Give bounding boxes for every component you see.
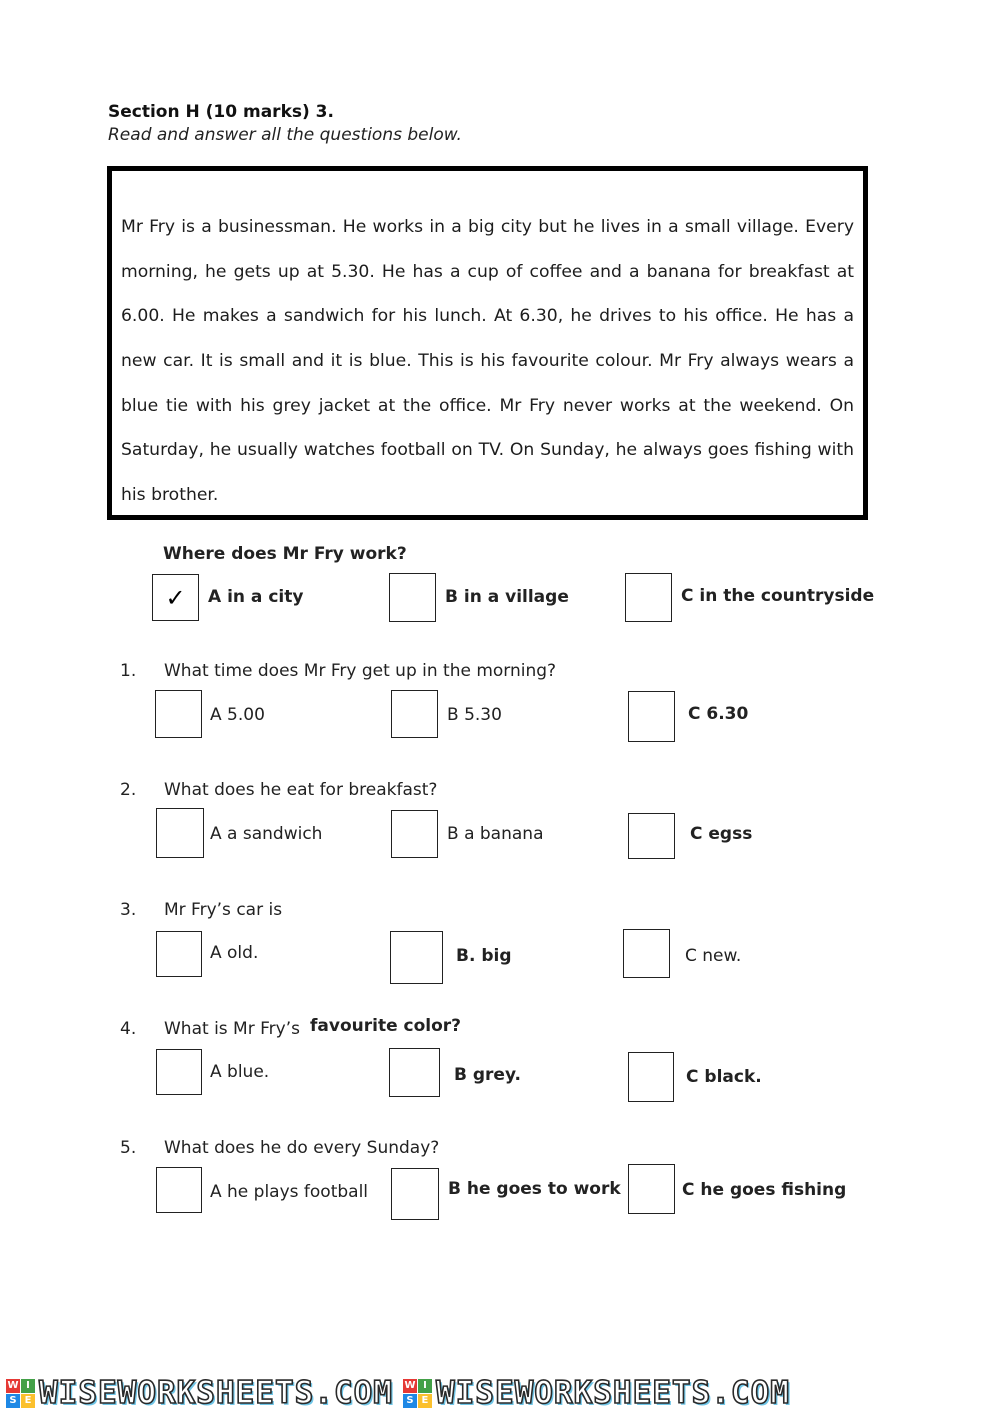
- logo-letter: E: [21, 1394, 35, 1408]
- question-number: 2.: [120, 780, 137, 800]
- q2-option-a: A a sandwich: [210, 824, 323, 844]
- example-question: Where does Mr Fry work?: [163, 544, 407, 564]
- q4-answer-a-checkbox[interactable]: [156, 1049, 202, 1095]
- logo-letter: W: [404, 1380, 416, 1391]
- question-text: What is Mr Fry’s: [164, 1019, 300, 1039]
- passage-line: 6.00. He makes a sandwich for his lunch. At 6.30, he drives to his office. He has a: [121, 306, 854, 326]
- passage-line: his brother.: [121, 485, 219, 505]
- logo-letter: E: [418, 1394, 432, 1408]
- q3-option-b: B. big: [456, 946, 512, 966]
- logo-letter: I: [21, 1379, 35, 1393]
- wiseworksheets-logo-icon: [6, 1379, 35, 1408]
- q4-option-a: A blue.: [210, 1062, 270, 1082]
- q3-option-a: A old.: [210, 943, 259, 963]
- example-answer-c-checkbox[interactable]: [625, 573, 672, 622]
- q3-answer-c-checkbox[interactable]: [623, 929, 670, 978]
- watermark-text: WISEWORKSHEETS.COM: [39, 1375, 393, 1411]
- q5-answer-a-checkbox[interactable]: [156, 1167, 202, 1213]
- check-mark-icon: ✓: [165, 583, 186, 612]
- q3-answer-b-checkbox[interactable]: [390, 931, 443, 984]
- q3-option-c: C new.: [685, 946, 742, 966]
- example-answer-b-checkbox[interactable]: [389, 573, 436, 622]
- q2-option-c: C egss: [690, 824, 753, 844]
- q2-option-b: B a banana: [447, 824, 544, 844]
- passage-line: Saturday, he usually watches football on TV. On Sunday, he always goes fishing with: [121, 440, 854, 460]
- q4-answer-b-checkbox[interactable]: [389, 1048, 440, 1097]
- reading-passage-box: [107, 166, 868, 520]
- passage-line: Mr Fry is a businessman. He works in a big city but he lives in a small village. Every: [121, 217, 854, 237]
- q3-answer-a-checkbox[interactable]: [156, 931, 202, 977]
- section-instruction: Read and answer all the questions below.: [108, 125, 462, 145]
- q2-answer-c-checkbox[interactable]: [628, 813, 675, 859]
- logo-letter: S: [6, 1394, 20, 1408]
- question-text: What does he eat for breakfast?: [164, 780, 438, 800]
- section-title: Section H (10 marks) 3.: [108, 102, 334, 122]
- footer-watermark: [0, 1373, 1000, 1413]
- q5-option-c: C he goes fishing: [682, 1180, 847, 1200]
- passage-line: new car. It is small and it is blue. This is his favourite colour. Mr Fry always wears a: [121, 351, 854, 371]
- q1-option-a: A 5.00: [210, 705, 265, 725]
- question-text: What does he do every Sunday?: [164, 1138, 440, 1158]
- q1-option-c: C 6.30: [688, 704, 749, 724]
- q5-answer-b-checkbox[interactable]: [391, 1168, 439, 1220]
- passage-line: morning, he gets up at 5.30. He has a cup of coffee and a banana for breakfast at: [121, 262, 854, 282]
- wiseworksheets-logo-icon: [403, 1379, 432, 1408]
- watermark-text: WISEWORKSHEETS.COM: [435, 1375, 790, 1411]
- passage-line: blue tie with his grey jacket at the office. Mr Fry never works at the weekend. On: [121, 396, 854, 416]
- q4-option-b: B grey.: [454, 1065, 521, 1085]
- example-option-a: A in a city: [208, 587, 304, 607]
- q1-answer-b-checkbox[interactable]: [391, 690, 438, 738]
- q4-option-c: C black.: [686, 1067, 762, 1087]
- q1-option-b: B 5.30: [447, 705, 502, 725]
- q1-answer-c-checkbox[interactable]: [628, 691, 675, 742]
- question-text-bold: favourite color?: [310, 1016, 462, 1036]
- question-text: What time does Mr Fry get up in the morning?: [164, 661, 557, 681]
- q2-answer-b-checkbox[interactable]: [391, 810, 438, 858]
- q5-option-b: B he goes to work: [448, 1179, 621, 1199]
- question-text: Mr Fry’s car is: [164, 900, 283, 920]
- logo-letter: S: [403, 1394, 417, 1408]
- example-option-c: C in the countryside: [681, 586, 875, 606]
- logo-letter: W: [7, 1380, 19, 1391]
- example-answer-a-checkbox[interactable]: [152, 574, 199, 621]
- q5-option-a: A he plays football: [210, 1182, 369, 1202]
- q1-answer-a-checkbox[interactable]: [155, 690, 202, 738]
- question-number: 3.: [120, 900, 137, 920]
- question-number: 1.: [120, 661, 137, 681]
- example-option-b: B in a village: [445, 587, 569, 607]
- logo-letter: I: [418, 1379, 432, 1393]
- q5-answer-c-checkbox[interactable]: [628, 1164, 675, 1214]
- q4-answer-c-checkbox[interactable]: [628, 1052, 674, 1102]
- q2-answer-a-checkbox[interactable]: [156, 808, 204, 858]
- question-number: 4.: [120, 1019, 137, 1039]
- question-number: 5.: [120, 1138, 137, 1158]
